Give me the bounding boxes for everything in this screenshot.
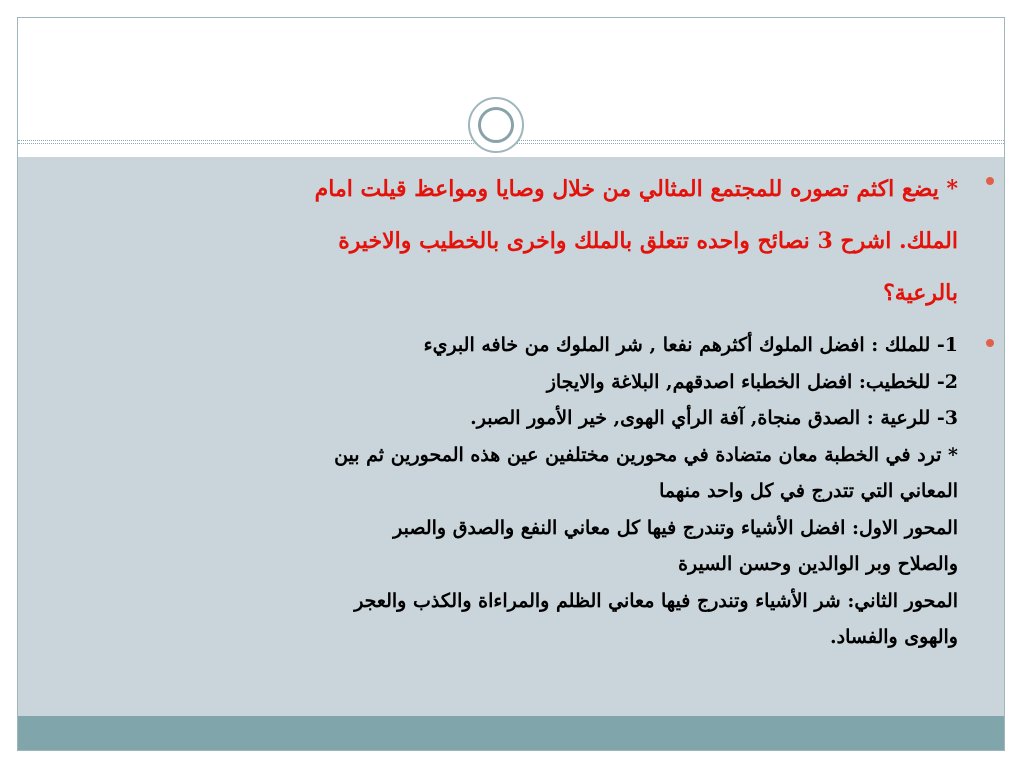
answer-line: والصلاح وبر الوالدين وحسن السيرة (678, 553, 958, 575)
answer-line: 1- للملك : افضل الملوك أكثرهم نفعا , شر الملوك من خافه البريء (423, 334, 958, 356)
answer-line: 3- للرعية : الصدق منجاة, آفة الرأي الهوى, خير الأمور الصبر. (470, 407, 958, 429)
question-line: بالرعية؟ (883, 280, 958, 306)
bottom-bar (18, 716, 1004, 750)
decorative-ring-icon (468, 97, 524, 153)
question-bullet (94, 163, 994, 319)
question-line: * يضع اكثم تصوره للمجتمع المثالي من خلال وصايا ومواعظ قيلت امام (314, 176, 958, 202)
bullet-dot-icon (986, 339, 994, 347)
bullet-dot-icon (986, 177, 994, 185)
answer-line: 2- للخطيب: افضل الخطباء اصدقهم, البلاغة والايجاز (546, 370, 958, 393)
answer-line: المحور الثاني: شر الأشياء وتندرج فيها معاني الظلم والمراءاة والكذب والعجر (354, 589, 958, 612)
answer-line: * ترد في الخطبة معان متضادة في محورين مختلفين عين هذه المحورين ثم بين (334, 443, 958, 466)
answer-line: المعاني التي تتدرج في كل واحد منهما (659, 480, 958, 502)
answer-line: المحور الاول: افضل الأشياء وتندرج فيها كل معاني النفع والصدق والصبر (393, 516, 958, 539)
question-line: الملك. اشرح 3 نصائح واحده تتعلق بالملك واخرى بالخطيب والاخيرة (338, 228, 958, 254)
body-text (94, 163, 994, 664)
answer-bullet (94, 327, 994, 656)
decorative-inner-ring (478, 107, 514, 143)
answer-line: والهوى والفساد. (830, 626, 958, 648)
